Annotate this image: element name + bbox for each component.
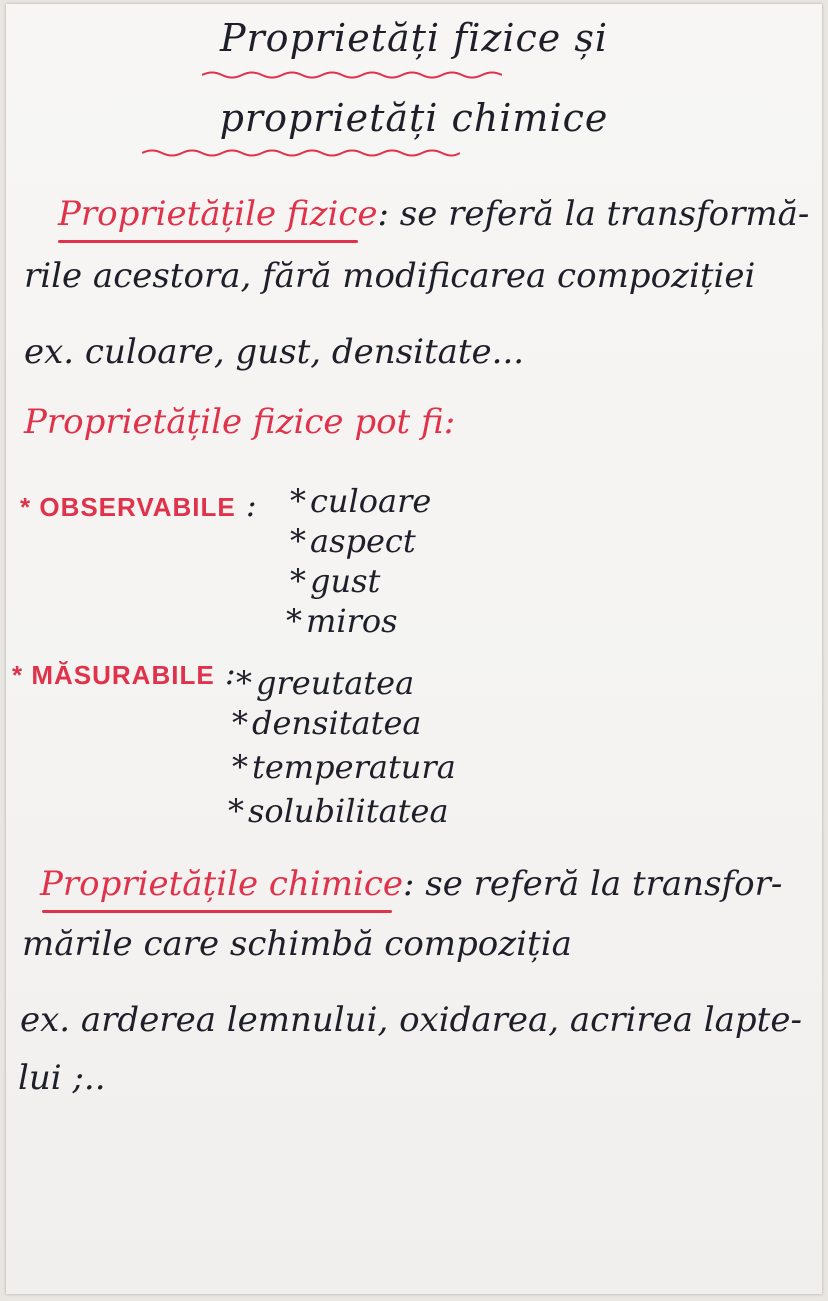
observable-item: * aspect — [290, 522, 416, 560]
measurable-item: * solubilitatea — [228, 792, 449, 830]
page-title-line-2: proprietăți chimice — [219, 96, 609, 140]
measurable-item: * densitatea — [232, 704, 422, 742]
chemical-definition-part-1: : se referă la transfor- — [402, 864, 783, 904]
title-underline-2 — [142, 148, 460, 158]
page-title-line-1: Proprietăți fizice și — [219, 16, 609, 60]
measurable-label-row: * MĂSURABILE : — [12, 654, 236, 692]
physical-example: ex. culoare, gust, densitate... — [24, 332, 525, 372]
note-page — [6, 4, 822, 1294]
physical-heading-underline — [58, 240, 358, 243]
observable-label: * OBSERVABILE — [20, 492, 236, 522]
physical-definition-line-1 — [58, 194, 809, 234]
chemical-example-line-1: ex. arderea lemnului, oxidarea, acrirea lapte- — [20, 1000, 802, 1040]
measurable-label: * MĂSURABILE — [12, 660, 215, 690]
measurable-item: * temperatura — [232, 748, 456, 786]
chemical-heading: Proprietățile chimice — [40, 864, 403, 904]
observable-label-row: * OBSERVABILE : — [20, 486, 257, 524]
chemical-definition-line-2: mările care schimbă compoziția — [22, 924, 572, 964]
chemical-heading-underline — [42, 910, 392, 913]
physical-can-be: Proprietățile fizice pot fi: — [24, 402, 456, 442]
measurable-item: * greutatea — [236, 664, 415, 702]
physical-definition-line-2: rile acestora, fără modificarea compoziției — [24, 256, 756, 296]
chemical-definition-line-1 — [40, 864, 782, 904]
title-underline-1 — [202, 70, 502, 80]
physical-definition-part-1: : se referă la transformă- — [377, 194, 810, 234]
chemical-example-line-2: lui ;.. — [18, 1058, 106, 1098]
observable-item: * gust — [290, 562, 381, 600]
physical-heading: Proprietățile fizice — [58, 194, 378, 234]
observable-item: * culoare — [290, 482, 432, 520]
observable-item: * miros — [286, 602, 398, 640]
